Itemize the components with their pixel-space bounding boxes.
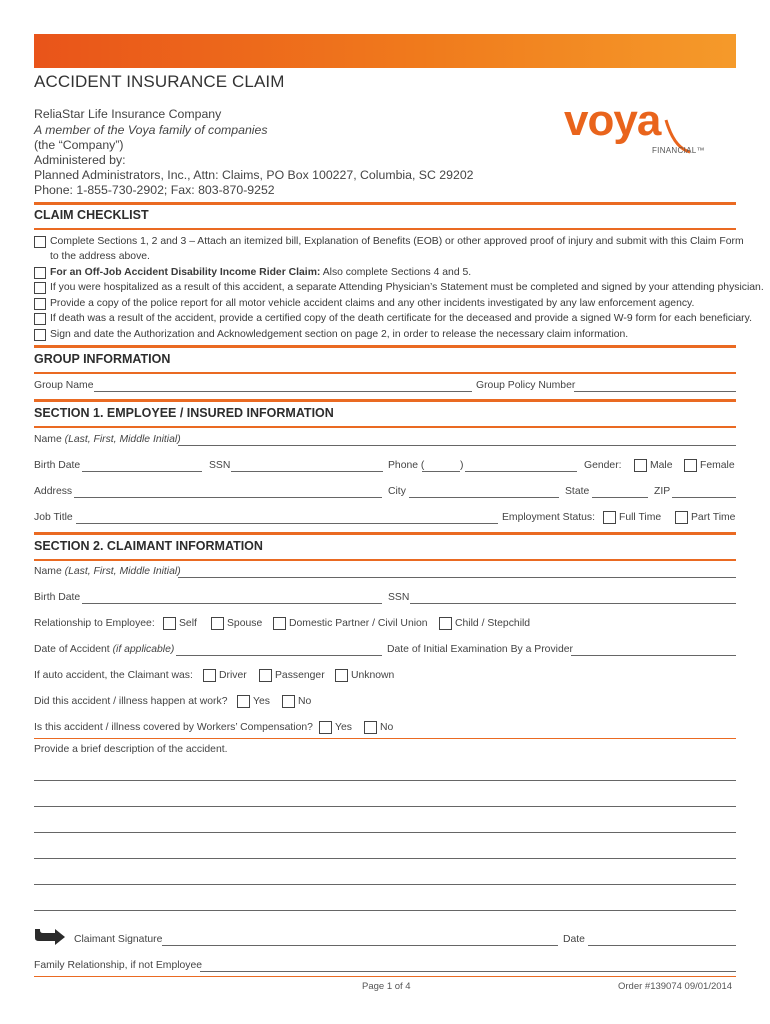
s2-name-hint: (Last, First, Middle Initial) bbox=[64, 566, 181, 577]
form-title: ACCIDENT INSURANCE CLAIM bbox=[34, 72, 285, 91]
s1-job-field[interactable] bbox=[76, 523, 498, 524]
company-name: ReliaStar Life Insurance Company bbox=[34, 107, 222, 121]
signature-date-label: Date bbox=[563, 934, 585, 945]
checklist-item: Sign and date the Authorization and Acknowledgement section on page 2, in order to release the necessary claim information. bbox=[50, 329, 629, 340]
signature-label: Claimant Signature bbox=[74, 934, 163, 945]
description-line[interactable] bbox=[34, 884, 736, 885]
description-line[interactable] bbox=[34, 858, 736, 859]
administered-by: Administered by: bbox=[34, 153, 126, 167]
s1-phone-field[interactable] bbox=[465, 471, 577, 472]
checklist-checkbox[interactable] bbox=[34, 329, 46, 341]
employment-status-label: Employment Status: bbox=[502, 512, 595, 523]
work-no-checkbox[interactable] bbox=[282, 695, 295, 708]
spouse-label: Spouse bbox=[227, 618, 263, 629]
logo-subtitle: FINANCIAL™ bbox=[652, 146, 705, 155]
voya-logo: voya bbox=[564, 96, 661, 145]
checklist-heading: CLAIM CHECKLIST bbox=[34, 208, 149, 222]
self-label: Self bbox=[179, 618, 197, 629]
accident-date-hint: (if applicable) bbox=[112, 644, 175, 655]
family-relationship-label: Family Relationship, if not Employee bbox=[34, 960, 203, 971]
section1-heading: SECTION 1. EMPLOYEE / INSURED INFORMATION bbox=[34, 406, 334, 420]
group-policy-field[interactable] bbox=[574, 391, 736, 392]
s1-ssn-label: SSN bbox=[209, 460, 231, 471]
comp-question-label: Is this accident / illness covered by Workers’ Compensation? bbox=[34, 722, 313, 733]
order-number: Order #139074 09/01/2014 bbox=[618, 981, 733, 992]
accident-date-label bbox=[34, 644, 174, 655]
group-policy-label: Group Policy Number bbox=[476, 380, 576, 391]
s1-address-field[interactable] bbox=[74, 497, 382, 498]
work-yes-label: Yes bbox=[253, 696, 270, 707]
s1-job-label: Job Title bbox=[34, 512, 73, 523]
signature-date-field[interactable] bbox=[588, 945, 736, 946]
s1-phone-area-field[interactable] bbox=[422, 471, 460, 472]
checklist-checkbox[interactable] bbox=[34, 313, 46, 325]
s1-zip-label: ZIP bbox=[654, 486, 671, 497]
comp-no-checkbox[interactable] bbox=[364, 721, 377, 734]
checklist-checkbox[interactable] bbox=[34, 298, 46, 310]
s1-city-label: City bbox=[388, 486, 406, 497]
full-time-checkbox[interactable] bbox=[603, 511, 616, 524]
divider bbox=[34, 976, 736, 977]
accident-date-text: Date of Accident bbox=[34, 644, 110, 655]
rider-bold-text: For an Off-Job Accident Disability Income Rider Claim: bbox=[50, 267, 321, 278]
s2-name-field[interactable] bbox=[178, 577, 736, 578]
divider bbox=[34, 738, 736, 739]
s1-zip-field[interactable] bbox=[672, 497, 736, 498]
s2-ssn-label: SSN bbox=[388, 592, 410, 603]
description-label: Provide a brief description of the accident. bbox=[34, 744, 228, 755]
checklist-item: If death was a result of the accident, provide a certified copy of the death certificate for the deceased and provide a signed W-9 form for each beneficiary. bbox=[50, 313, 752, 324]
s1-gender-label: Gender: bbox=[584, 460, 622, 471]
page-number: Page 1 of 4 bbox=[362, 981, 411, 992]
comp-yes-label: Yes bbox=[335, 722, 352, 733]
relationship-label: Relationship to Employee: bbox=[34, 618, 155, 629]
s2-birth-label: Birth Date bbox=[34, 592, 81, 603]
accident-date-field[interactable] bbox=[176, 655, 382, 656]
comp-yes-checkbox[interactable] bbox=[319, 721, 332, 734]
divider bbox=[34, 426, 736, 428]
s2-name-label bbox=[34, 566, 181, 577]
s1-phone-close: ) bbox=[460, 460, 464, 471]
self-checkbox[interactable] bbox=[163, 617, 176, 630]
company-address: Planned Administrators, Inc., Attn: Claims, PO Box 100227, Columbia, SC 29202 bbox=[34, 168, 474, 182]
child-checkbox[interactable] bbox=[439, 617, 452, 630]
spouse-checkbox[interactable] bbox=[211, 617, 224, 630]
partner-checkbox[interactable] bbox=[273, 617, 286, 630]
exam-date-label: Date of Initial Examination By a Provider bbox=[387, 644, 573, 655]
male-checkbox[interactable] bbox=[634, 459, 647, 472]
s1-city-field[interactable] bbox=[409, 497, 559, 498]
description-line[interactable] bbox=[34, 832, 736, 833]
comp-no-label: No bbox=[380, 722, 394, 733]
work-no-label: No bbox=[298, 696, 312, 707]
part-time-label: Part Time bbox=[691, 512, 736, 523]
s2-birth-field[interactable] bbox=[82, 603, 382, 604]
company-member: A member of the Voya family of companies bbox=[34, 123, 268, 137]
checklist-item-rider bbox=[50, 267, 471, 278]
s2-name-text: Name bbox=[34, 566, 62, 577]
signature-field[interactable] bbox=[162, 945, 558, 946]
s1-name-label bbox=[34, 434, 181, 445]
divider bbox=[34, 399, 736, 402]
company-alias: (the “Company”) bbox=[34, 138, 124, 152]
s1-name-field[interactable] bbox=[178, 445, 736, 446]
driver-label: Driver bbox=[219, 670, 247, 681]
s1-name-hint: (Last, First, Middle Initial) bbox=[64, 434, 181, 445]
s1-address-label: Address bbox=[34, 486, 73, 497]
sign-here-arrow-icon bbox=[33, 926, 67, 946]
checklist-item: Provide a copy of the police report for all motor vehicle accident claims and any other incidents investigated by any law enforcement agency. bbox=[50, 298, 695, 309]
female-label: Female bbox=[700, 460, 735, 471]
group-name-label: Group Name bbox=[34, 380, 94, 391]
checklist-checkbox[interactable] bbox=[34, 236, 46, 248]
description-line[interactable] bbox=[34, 780, 736, 781]
work-question-label: Did this accident / illness happen at work? bbox=[34, 696, 228, 707]
male-label: Male bbox=[650, 460, 673, 471]
s1-ssn-field[interactable] bbox=[231, 471, 383, 472]
checklist-checkbox[interactable] bbox=[34, 267, 46, 279]
unknown-label: Unknown bbox=[351, 670, 395, 681]
description-line[interactable] bbox=[34, 910, 736, 911]
partner-label: Domestic Partner / Civil Union bbox=[289, 618, 428, 629]
divider bbox=[34, 345, 736, 348]
divider bbox=[34, 372, 736, 374]
checklist-item: If you were hospitalized as a result of this accident, a separate Attending Physician’s Statement must be completed and signed by your attending physician. bbox=[50, 282, 764, 293]
unknown-checkbox[interactable] bbox=[335, 669, 348, 682]
passenger-checkbox[interactable] bbox=[259, 669, 272, 682]
divider bbox=[34, 202, 736, 205]
auto-accident-label: If auto accident, the Claimant was: bbox=[34, 670, 193, 681]
exam-date-field[interactable] bbox=[571, 655, 736, 656]
family-relationship-field[interactable] bbox=[200, 971, 736, 972]
company-phone: Phone: 1-855-730-2902; Fax: 803-870-9252 bbox=[34, 183, 275, 197]
driver-checkbox[interactable] bbox=[203, 669, 216, 682]
s1-birth-label: Birth Date bbox=[34, 460, 81, 471]
group-heading: GROUP INFORMATION bbox=[34, 352, 171, 366]
full-time-label: Full Time bbox=[619, 512, 662, 523]
s1-birth-field[interactable] bbox=[82, 471, 202, 472]
child-label: Child / Stepchild bbox=[455, 618, 531, 629]
section2-heading: SECTION 2. CLAIMANT INFORMATION bbox=[34, 539, 263, 553]
checklist-item: Complete Sections 1, 2 and 3 – Attach an itemized bill, Explanation of Benefits (EOB) or other approved proof of injury and submit with this Claim Form bbox=[50, 236, 744, 247]
s1-state-label: State bbox=[565, 486, 590, 497]
divider bbox=[34, 532, 736, 535]
s1-name-text: Name bbox=[34, 434, 62, 445]
divider bbox=[34, 228, 736, 230]
divider bbox=[34, 559, 736, 561]
female-checkbox[interactable] bbox=[684, 459, 697, 472]
checklist-item-continued: to the address above. bbox=[50, 251, 150, 262]
checklist-checkbox[interactable] bbox=[34, 282, 46, 294]
part-time-checkbox[interactable] bbox=[675, 511, 688, 524]
header-band bbox=[34, 34, 736, 68]
s1-phone-label: Phone ( bbox=[388, 460, 425, 471]
s2-ssn-field[interactable] bbox=[410, 603, 736, 604]
passenger-label: Passenger bbox=[275, 670, 325, 681]
s1-state-field[interactable] bbox=[592, 497, 648, 498]
description-line[interactable] bbox=[34, 806, 736, 807]
rider-text: Also complete Sections 4 and 5. bbox=[320, 267, 472, 278]
work-yes-checkbox[interactable] bbox=[237, 695, 250, 708]
group-name-field[interactable] bbox=[94, 391, 472, 392]
